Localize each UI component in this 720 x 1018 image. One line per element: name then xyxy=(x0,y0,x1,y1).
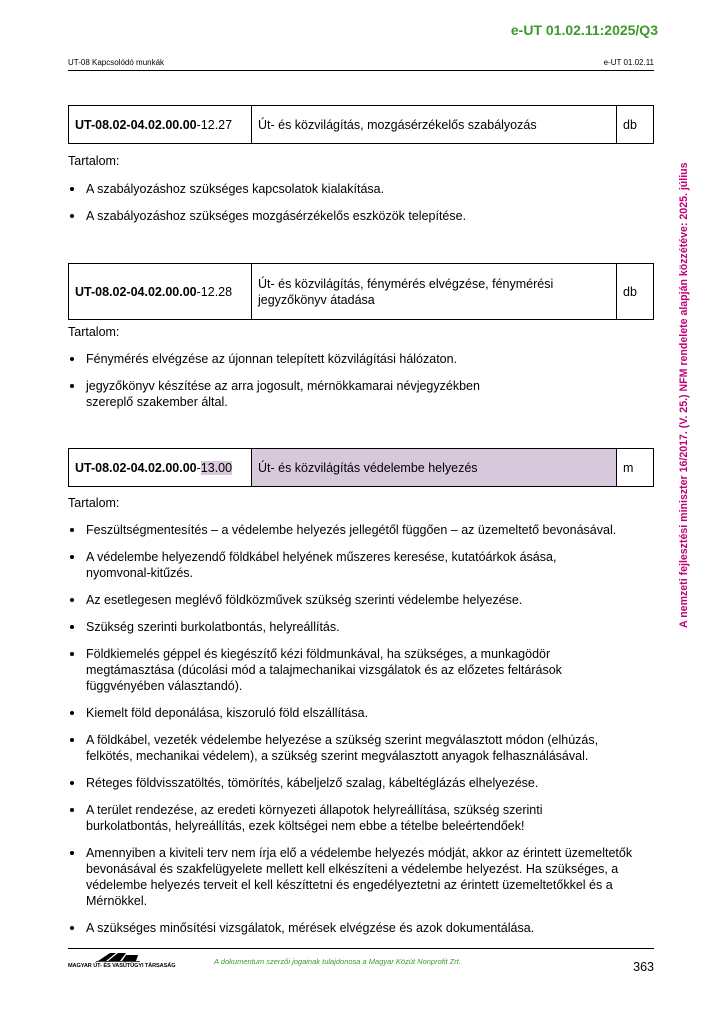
content-label: Tartalom: xyxy=(68,154,120,168)
page-number: 363 xyxy=(633,960,654,974)
header-doc-id: e-UT 01.02.11 xyxy=(603,58,654,67)
page-header xyxy=(68,58,654,71)
item-unit: db xyxy=(617,264,654,320)
item-unit: db xyxy=(617,106,654,144)
list-item: A földkábel, vezeték védelembe helyezése a szükség szerint megválasztott módon (elhúzás, felkötés, mechanikai védelem), a szükség szerint megválasztott anyagok felhasználásával. xyxy=(68,732,654,764)
content-label: Tartalom: xyxy=(68,496,120,510)
content-list xyxy=(68,351,654,421)
footer-divider xyxy=(68,948,654,949)
list-item: Szükség szerinti burkolatbontás, helyreállítás. xyxy=(68,619,654,635)
list-item: Az esetlegesen meglévő földközművek szükség szerinti védelembe helyezése. xyxy=(68,592,654,608)
list-item: A szabályozáshoz szükséges mozgásérzékelős eszközök telepítése. xyxy=(68,208,654,224)
content-label: Tartalom: xyxy=(68,325,120,339)
item-title: Út- és közvilágítás, fénymérés elvégzése, fénymérési jegyzőkönyv átadása xyxy=(252,264,617,320)
item-title: Út- és közvilágítás, mozgásérzékelős szabályozás xyxy=(252,106,617,144)
list-item: jegyzőkönyv készítése az arra jogosult, mérnökkamarai névjegyzékben szereplő szakember által. xyxy=(68,378,654,410)
item-header-table xyxy=(68,448,654,487)
publisher-logo xyxy=(68,950,176,974)
list-item: Kiemelt föld deponálása, kiszoruló föld elszállítása. xyxy=(68,705,654,721)
list-item: Feszültségmentesítés – a védelembe helyezés jellegétől függően – az üzemeltető bevonásával. xyxy=(68,522,654,538)
content-list xyxy=(68,522,654,947)
copyright-notice: A dokumentum szerzői jogainak tulajdonosa a Magyar Közút Nonprofit Zrt. xyxy=(214,957,461,966)
list-item: A terület rendezése, az eredeti környezeti állapotok helyreállítása, szükség szerinti burkolatbontás, helyreállítás, ezek költségei nem ebbe a tételbe beleértendőek! xyxy=(68,802,654,834)
header-section-title: UT-08 Kapcsolódó munkák xyxy=(68,58,165,67)
item-code: UT-08.02-04.02.00.00-12.28 xyxy=(69,264,252,320)
item-title: Út- és közvilágítás védelembe helyezés xyxy=(252,449,617,487)
item-header-table xyxy=(68,105,654,144)
item-code: UT-08.02-04.02.00.00-12.27 xyxy=(69,106,252,144)
content-list xyxy=(68,181,654,235)
list-item: A szabályozáshoz szükséges kapcsolatok kialakítása. xyxy=(68,181,654,197)
highlighted-suffix: 13.00 xyxy=(200,460,233,475)
list-item: Réteges földvisszatöltés, tömörítés, kábeljelző szalag, kábeltéglázás elhelyezése. xyxy=(68,775,654,791)
list-item: Amennyiben a kiviteli terv nem írja elő a védelembe helyezés módját, akkor az érintett üzemeltetők bevonásával és szakfelügyelete mellett kell elkészíteni a védelembe helyezést. Ha szükséges, a védelembe helyezés terveit el kell készíttetni és engedélyeztetni az érintett üzemeltetőkkel és a Mérnökkel. xyxy=(68,845,654,909)
road-rail-logo-icon xyxy=(96,950,140,962)
publisher-name: MAGYAR ÚT- ÉS VASÚTÜGYI TÁRSASÁG xyxy=(68,963,176,969)
list-item: Fénymérés elvégzése az újonnan telepített közvilágítási hálózaton. xyxy=(68,351,654,367)
publication-note: A nemzeti fejlesztési miniszter 16/2017. (V. 25.) NFM rendelete alapján közzétéve: 2025. július xyxy=(678,162,690,628)
list-item: A védelembe helyezendő földkábel helyének műszeres keresése, kutatóárkok ásása, nyomvonal-kitűzés. xyxy=(68,549,654,581)
list-item: Földkiemelés géppel és kiegészítő kézi földmunkával, ha szükséges, a munkagödör megtámasztása (dúcolási mód a talajmechanikai vizsgálatok és az előzetes feltárások függvényében választandó). xyxy=(68,646,654,694)
item-code: UT-08.02-04.02.00.00-13.00 xyxy=(69,449,252,487)
list-item: A szükséges minősítési vizsgálatok, mérések elvégzése és azok dokumentálása. xyxy=(68,920,654,936)
item-header-table xyxy=(68,263,654,320)
item-unit: m xyxy=(617,449,654,487)
document-code: e-UT 01.02.11:2025/Q3 xyxy=(510,22,658,38)
